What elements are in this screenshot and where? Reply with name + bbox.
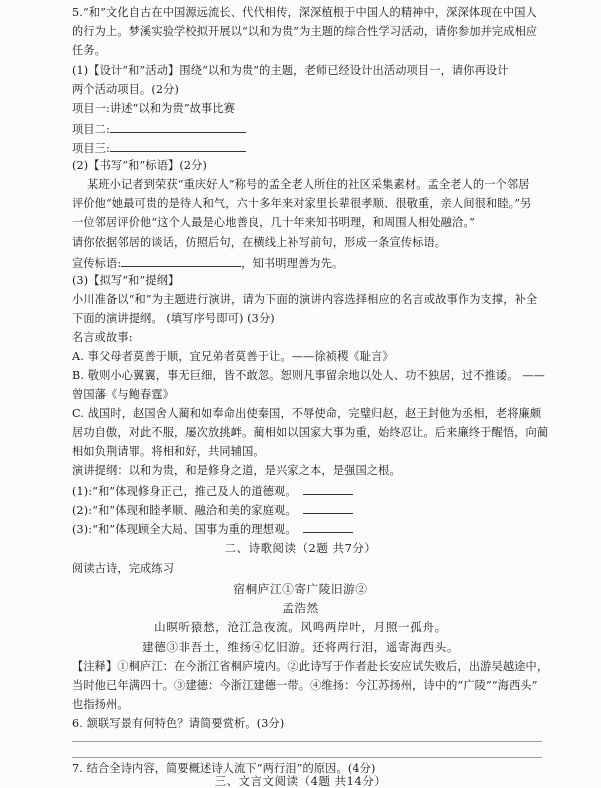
q5-intro-line-3: 任务。 [72, 44, 107, 57]
q5-outline-2-blank[interactable] [303, 502, 353, 514]
q5-outline-3-blank[interactable] [303, 521, 353, 533]
q5-source-c-line-3: 相如负荆请罪。将相和好，共同辅国。 [72, 445, 265, 458]
q5-part1-line-2: 两个活动项目。(2分) [72, 83, 179, 96]
q5-slogan-suffix: ，知书明理善为先。 [241, 257, 344, 270]
q5-part2-line-2: 评价他“她最可贵的是待人和气，六十多年来对家里长辈很孝顺、很敬重，亲人间很和睦。”另 [72, 197, 532, 210]
q5-project-1: 项目一:讲述“以和为贵”故事比赛 [72, 102, 236, 115]
poem-author: 孟浩然 [282, 601, 319, 615]
q5-intro-line-2: 的行为上。梦溪实验学校拟开展以“以和为贵”为主题的综合性学习活动，请你参加并完成相应 [72, 25, 538, 38]
section2-instruction: 阅读古诗，完成练习 [72, 562, 175, 575]
q5-project-3-label: 项目三: [72, 142, 110, 155]
q5-part1-line-1: (1)【设计“和”活动】围绕“以和为贵”的主题，老师已经设计出活动项目一，请你再设计 [72, 64, 509, 77]
q5-part2-line-3: 一位邻居评价他“这个人最是心地善良，几十年来知书明理，和周围人相处融洽。” [72, 216, 475, 229]
q5-outline-1-blank[interactable] [303, 483, 353, 495]
q5-source-c-line-1: C. 战国时，赵国舍人蔺和如奉命出使秦国，不辱使命，完璧归赵，赵王封他为丞相，老将廉颇 [72, 407, 542, 420]
q5-slogan-label: 宣传标语: [72, 257, 122, 270]
poem-line-2: 建德③非吾土，维扬④忆旧游。还将两行泪，遥寄海西头。 [141, 640, 460, 654]
q5-part2-line-4: 请你依据邻居的谈话，仿照后句，在横线上补写前句，形成一条宣传标语。 [72, 236, 447, 249]
poem-line-1: 山暝听猿愁，沧江急夜流。风鸣两岸叶，月照一孤舟。 [154, 620, 447, 634]
section2-title: 二、诗歌阅读（2题 共7分） [224, 541, 377, 555]
q5-outline-3: (3):“和”体现顾全大局、国事为重的理想观。 [72, 523, 297, 536]
q5-outline-3-row [72, 521, 353, 537]
q5-part3-heading: (3)【拟写“和”提纲】 [72, 274, 180, 287]
q5-outline-lead: 演讲提纲：以和为贵，和是修身之道，是兴家之本，是强国之根。 [72, 464, 401, 477]
q5-project-3-row [72, 140, 246, 156]
poem-notes-line-1: 【注释】①桐庐江：在今浙江省桐庐境内。②此诗写于作者赴长安应试失败后，出游吴越途中， [72, 660, 549, 673]
q5-intro-line-1: 5.“和”文化自古在中国源远流长、代代相传，深深植根于中国人的精神中，深深体现在中国人 [72, 6, 537, 19]
q5-project-2-row [72, 121, 246, 137]
q5-project-3-blank[interactable] [110, 140, 246, 152]
q5-source-a: A. 事父母者莫善于顺，宜兄弟者莫善于让。——徐祯稷《耻言》 [72, 350, 394, 363]
question-7: 7. 结合全诗内容，简要概述诗人流下“两行泪”的原因。(4分) [72, 762, 376, 775]
q5-part2-heading: (2)【书写“和”标语】(2分) [72, 159, 208, 172]
q5-source-c-line-2: 居功自傲，对此不服，屡次放挑衅。蔺相如以国家大事为重，始终忍让。后来廉终于醒悟，向蔺 [72, 426, 549, 439]
q5-outline-2-row [72, 502, 353, 518]
q5-part2-line-1: 某班小记者到荣获“重庆好人”称号的孟全老人所住的社区采集素材。孟全老人的一个邻居 [87, 178, 530, 191]
q6-answer-line-1[interactable] [72, 741, 542, 742]
q5-source-b-line-2: 曾国藩《与鲍春霆》 [72, 388, 175, 401]
q5-project-2-blank[interactable] [110, 121, 246, 133]
q5-outline-1: (1):“和”体现修身正己，推己及人的道德观。 [72, 485, 297, 498]
q5-outline-1-row [72, 483, 353, 499]
q5-part3-line-2: 下面的演讲提纲。 (填写序号即可) (3分) [72, 312, 275, 325]
q5-project-2-label: 项目二: [72, 123, 110, 136]
section3-title: 三、文言文阅读（4题 共14分） [214, 774, 387, 788]
q5-slogan-row [72, 255, 343, 271]
q5-source-b-line-1: B. 敬则小心翼翼，事无巨细，皆不敢忽。恕则凡事留余地以处人、功不独居，过不推诿。 —— [72, 369, 545, 382]
q5-sources-label: 名言或故事: [72, 331, 133, 344]
q5-slogan-blank[interactable] [121, 255, 241, 267]
q5-part3-line-1: 小川准备以“和”为主题进行演讲，请为下面的演讲内容选择相应的名言或故事作为支撑，补全 [72, 293, 538, 306]
poem-notes-line-2: 当时他已年满四十。③建德：今浙江建德一带。④维扬：今江苏扬州，诗中的“广陵”“海西头” [72, 679, 538, 692]
poem-notes-line-3: 也指扬州。 [72, 698, 129, 711]
q6-answer-line-2[interactable] [72, 757, 542, 758]
question-6: 6. 颔联写景有何特色？请简要赏析。(3分) [72, 717, 285, 730]
q5-outline-2: (2):“和”体现和睦孝顺、融洽和美的家庭观。 [72, 504, 297, 517]
poem-title: 宿桐庐江①寄广陵旧游② [233, 582, 368, 596]
